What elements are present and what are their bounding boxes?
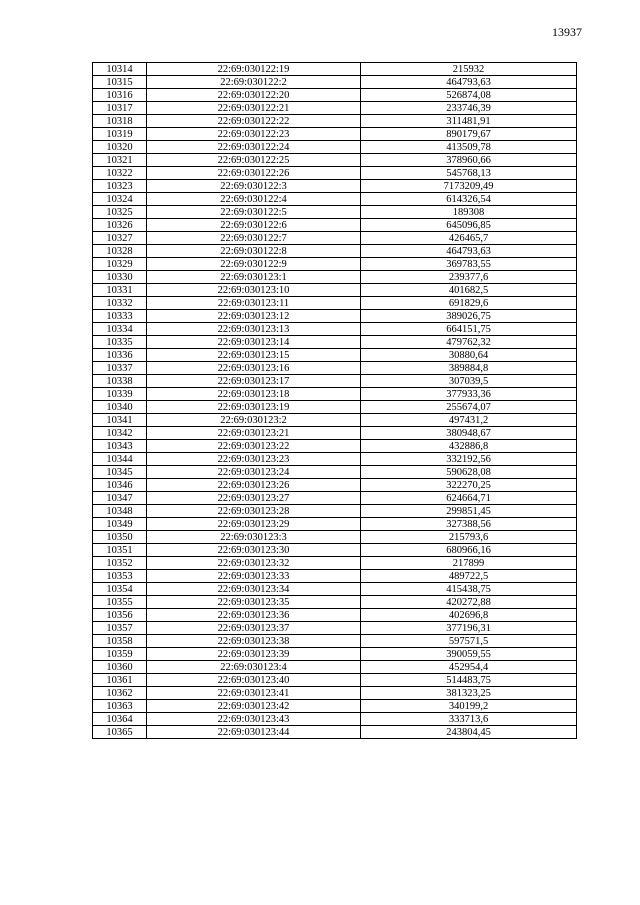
table-row (93, 206, 577, 219)
cadastral-number-cell: 22:69:030123:13 (147, 323, 361, 336)
cadastral-value-cell: 680966,16 (361, 544, 577, 557)
row-number-cell: 10355 (93, 596, 147, 609)
table-row (93, 401, 577, 414)
row-number-cell: 10338 (93, 375, 147, 388)
table-row (93, 271, 577, 284)
cadastral-number-cell: 22:69:030123:34 (147, 583, 361, 596)
cadastral-number-cell: 22:69:030123:11 (147, 297, 361, 310)
cadastral-number-cell: 22:69:030123:22 (147, 440, 361, 453)
cadastral-number-cell: 22:69:030123:29 (147, 518, 361, 531)
row-number-cell: 10322 (93, 167, 147, 180)
cadastral-number-cell: 22:69:030123:28 (147, 505, 361, 518)
row-number-cell: 10334 (93, 323, 147, 336)
table-row (93, 141, 577, 154)
table-row (93, 284, 577, 297)
table-row (93, 115, 577, 128)
cadastral-value-cell: 432886,8 (361, 440, 577, 453)
cadastral-number-cell: 22:69:030123:36 (147, 609, 361, 622)
table-row (93, 245, 577, 258)
cadastral-number-cell: 22:69:030123:40 (147, 674, 361, 687)
table-row (93, 700, 577, 713)
cadastral-number-cell: 22:69:030122:7 (147, 232, 361, 245)
cadastral-number-cell: 22:69:030123:43 (147, 713, 361, 726)
cadastral-number-cell: 22:69:030122:19 (147, 63, 361, 76)
row-number-cell: 10333 (93, 310, 147, 323)
cadastral-value-cell: 464793,63 (361, 245, 577, 258)
row-number-cell: 10318 (93, 115, 147, 128)
table-row (93, 349, 577, 362)
cadastral-value-cell: 378960,66 (361, 154, 577, 167)
row-number-cell: 10363 (93, 700, 147, 713)
row-number-cell: 10352 (93, 557, 147, 570)
table-row (93, 453, 577, 466)
cadastral-number-cell: 22:69:030123:17 (147, 375, 361, 388)
cadastral-value-cell: 377933,36 (361, 388, 577, 401)
row-number-cell: 10349 (93, 518, 147, 531)
table-row (93, 388, 577, 401)
cadastral-value-cell: 189308 (361, 206, 577, 219)
row-number-cell: 10341 (93, 414, 147, 427)
table-row (93, 583, 577, 596)
cadastral-number-cell: 22:69:030122:3 (147, 180, 361, 193)
row-number-cell: 10364 (93, 713, 147, 726)
cadastral-number-cell: 22:69:030123:2 (147, 414, 361, 427)
cadastral-value-cell: 307039,5 (361, 375, 577, 388)
table-row (93, 375, 577, 388)
cadastral-number-cell: 22:69:030122:8 (147, 245, 361, 258)
row-number-cell: 10331 (93, 284, 147, 297)
cadastral-value-cell: 645096,85 (361, 219, 577, 232)
cadastral-number-cell: 22:69:030123:30 (147, 544, 361, 557)
row-number-cell: 10346 (93, 479, 147, 492)
cadastral-value-cell: 239377,6 (361, 271, 577, 284)
table-row (93, 505, 577, 518)
row-number-cell: 10328 (93, 245, 147, 258)
cadastral-number-cell: 22:69:030122:26 (147, 167, 361, 180)
cadastral-value-cell: 614326,54 (361, 193, 577, 206)
row-number-cell: 10320 (93, 141, 147, 154)
row-number-cell: 10317 (93, 102, 147, 115)
row-number-cell: 10314 (93, 63, 147, 76)
cadastral-value-cell: 426465,7 (361, 232, 577, 245)
table-row (93, 661, 577, 674)
row-number-cell: 10357 (93, 622, 147, 635)
cadastral-value-cell: 7173209,49 (361, 180, 577, 193)
cadastral-value-cell: 381323,25 (361, 687, 577, 700)
table-row (93, 193, 577, 206)
table-row (93, 687, 577, 700)
cadastral-value-cell: 590628,08 (361, 466, 577, 479)
cadastral-value-cell: 489722,5 (361, 570, 577, 583)
cadastral-number-cell: 22:69:030123:42 (147, 700, 361, 713)
cadastral-number-cell: 22:69:030123:37 (147, 622, 361, 635)
cadastral-value-cell: 215932 (361, 63, 577, 76)
cadastral-value-cell: 390059,55 (361, 648, 577, 661)
table-row (93, 128, 577, 141)
cadastral-value-cell: 415438,75 (361, 583, 577, 596)
row-number-cell: 10330 (93, 271, 147, 284)
cadastral-value-cell: 215793,6 (361, 531, 577, 544)
cadastral-number-cell: 22:69:030123:12 (147, 310, 361, 323)
cadastral-number-cell: 22:69:030123:23 (147, 453, 361, 466)
row-number-cell: 10342 (93, 427, 147, 440)
table-row (93, 336, 577, 349)
table-row (93, 531, 577, 544)
row-number-cell: 10359 (93, 648, 147, 661)
cadastral-number-cell: 22:69:030122:4 (147, 193, 361, 206)
cadastral-number-cell: 22:69:030122:25 (147, 154, 361, 167)
cadastral-value-cell: 420272,88 (361, 596, 577, 609)
table-row (93, 427, 577, 440)
table-row (93, 544, 577, 557)
cadastral-number-cell: 22:69:030123:16 (147, 362, 361, 375)
table-row (93, 726, 577, 739)
row-number-cell: 10358 (93, 635, 147, 648)
row-number-cell: 10332 (93, 297, 147, 310)
cadastral-value-cell: 664151,75 (361, 323, 577, 336)
table-row (93, 622, 577, 635)
table-row (93, 219, 577, 232)
table-row (93, 232, 577, 245)
cadastral-number-cell: 22:69:030123:32 (147, 557, 361, 570)
row-number-cell: 10356 (93, 609, 147, 622)
cadastral-number-cell: 22:69:030123:4 (147, 661, 361, 674)
table-row (93, 102, 577, 115)
row-number-cell: 10361 (93, 674, 147, 687)
table-row (93, 323, 577, 336)
table-body (93, 63, 577, 739)
row-number-cell: 10339 (93, 388, 147, 401)
row-number-cell: 10353 (93, 570, 147, 583)
table-row (93, 258, 577, 271)
row-number-cell: 10315 (93, 76, 147, 89)
cadastral-value-cell: 340199,2 (361, 700, 577, 713)
cadastral-number-cell: 22:69:030123:21 (147, 427, 361, 440)
table-row (93, 167, 577, 180)
cadastral-number-cell: 22:69:030123:14 (147, 336, 361, 349)
row-number-cell: 10327 (93, 232, 147, 245)
cadastral-value-cell: 497431,2 (361, 414, 577, 427)
cadastral-number-cell: 22:69:030123:24 (147, 466, 361, 479)
cadastral-number-cell: 22:69:030123:33 (147, 570, 361, 583)
table-row (93, 180, 577, 193)
row-number-cell: 10335 (93, 336, 147, 349)
cadastral-value-cell: 377196,31 (361, 622, 577, 635)
cadastral-number-cell: 22:69:030123:18 (147, 388, 361, 401)
table-row (93, 635, 577, 648)
row-number-cell: 10345 (93, 466, 147, 479)
cadastral-number-cell: 22:69:030123:10 (147, 284, 361, 297)
row-number-cell: 10350 (93, 531, 147, 544)
cadastral-number-cell: 22:69:030122:5 (147, 206, 361, 219)
cadastral-value-cell: 413509,78 (361, 141, 577, 154)
row-number-cell: 10348 (93, 505, 147, 518)
row-number-cell: 10316 (93, 89, 147, 102)
cadastral-value-cell: 332192,56 (361, 453, 577, 466)
row-number-cell: 10321 (93, 154, 147, 167)
table-row (93, 479, 577, 492)
cadastral-value-cell: 30880,64 (361, 349, 577, 362)
cadastral-value-cell: 479762,32 (361, 336, 577, 349)
cadastral-value-cell: 464793,63 (361, 76, 577, 89)
cadastral-value-cell: 526874,08 (361, 89, 577, 102)
table-row (93, 440, 577, 453)
row-number-cell: 10362 (93, 687, 147, 700)
cadastral-number-cell: 22:69:030122:20 (147, 89, 361, 102)
row-number-cell: 10347 (93, 492, 147, 505)
cadastral-value-cell: 545768,13 (361, 167, 577, 180)
cadastral-value-cell: 452954,4 (361, 661, 577, 674)
table-row (93, 609, 577, 622)
cadastral-number-cell: 22:69:030122:24 (147, 141, 361, 154)
cadastral-value-cell: 389884,8 (361, 362, 577, 375)
table-row (93, 154, 577, 167)
cadastral-value-cell: 233746,39 (361, 102, 577, 115)
cadastral-value-cell: 514483,75 (361, 674, 577, 687)
cadastral-value-cell: 402696,8 (361, 609, 577, 622)
row-number-cell: 10326 (93, 219, 147, 232)
cadastral-number-cell: 22:69:030123:35 (147, 596, 361, 609)
table-row (93, 414, 577, 427)
table-row (93, 557, 577, 570)
cadastral-value-cell: 624664,71 (361, 492, 577, 505)
row-number-cell: 10337 (93, 362, 147, 375)
row-number-cell: 10343 (93, 440, 147, 453)
table-row (93, 596, 577, 609)
cadastral-number-cell: 22:69:030123:44 (147, 726, 361, 739)
row-number-cell: 10325 (93, 206, 147, 219)
cadastral-value-table (92, 62, 577, 739)
cadastral-value-cell: 243804,45 (361, 726, 577, 739)
cadastral-number-cell: 22:69:030123:41 (147, 687, 361, 700)
table-row (93, 63, 577, 76)
cadastral-value-cell: 401682,5 (361, 284, 577, 297)
cadastral-value-cell: 299851,45 (361, 505, 577, 518)
cadastral-number-cell: 22:69:030122:23 (147, 128, 361, 141)
table-row (93, 89, 577, 102)
row-number-cell: 10340 (93, 401, 147, 414)
cadastral-value-cell: 322270,25 (361, 479, 577, 492)
cadastral-number-cell: 22:69:030123:1 (147, 271, 361, 284)
cadastral-number-cell: 22:69:030122:2 (147, 76, 361, 89)
cadastral-number-cell: 22:69:030123:19 (147, 401, 361, 414)
cadastral-value-cell: 890179,67 (361, 128, 577, 141)
cadastral-value-cell: 333713,6 (361, 713, 577, 726)
row-number-cell: 10354 (93, 583, 147, 596)
row-number-cell: 10319 (93, 128, 147, 141)
table-row (93, 648, 577, 661)
row-number-cell: 10323 (93, 180, 147, 193)
table-row (93, 76, 577, 89)
page-number: 13937 (552, 25, 582, 39)
cadastral-number-cell: 22:69:030123:26 (147, 479, 361, 492)
cadastral-number-cell: 22:69:030123:38 (147, 635, 361, 648)
row-number-cell: 10329 (93, 258, 147, 271)
table-row (93, 297, 577, 310)
cadastral-number-cell: 22:69:030122:21 (147, 102, 361, 115)
cadastral-number-cell: 22:69:030123:27 (147, 492, 361, 505)
table-row (93, 492, 577, 505)
cadastral-value-cell: 691829,6 (361, 297, 577, 310)
table-row (93, 466, 577, 479)
cadastral-number-cell: 22:69:030122:22 (147, 115, 361, 128)
table-row (93, 713, 577, 726)
row-number-cell: 10365 (93, 726, 147, 739)
cadastral-number-cell: 22:69:030122:9 (147, 258, 361, 271)
row-number-cell: 10344 (93, 453, 147, 466)
row-number-cell: 10360 (93, 661, 147, 674)
cadastral-number-cell: 22:69:030122:6 (147, 219, 361, 232)
table-row (93, 518, 577, 531)
row-number-cell: 10336 (93, 349, 147, 362)
row-number-cell: 10324 (93, 193, 147, 206)
cadastral-value-cell: 255674,07 (361, 401, 577, 414)
cadastral-value-cell: 327388,56 (361, 518, 577, 531)
cadastral-value-cell: 597571,5 (361, 635, 577, 648)
cadastral-number-cell: 22:69:030123:39 (147, 648, 361, 661)
cadastral-value-cell: 389026,75 (361, 310, 577, 323)
row-number-cell: 10351 (93, 544, 147, 557)
cadastral-number-cell: 22:69:030123:15 (147, 349, 361, 362)
cadastral-value-cell: 380948,67 (361, 427, 577, 440)
table-row (93, 674, 577, 687)
table-row (93, 362, 577, 375)
cadastral-number-cell: 22:69:030123:3 (147, 531, 361, 544)
cadastral-value-cell: 217899 (361, 557, 577, 570)
table-row (93, 310, 577, 323)
cadastral-value-cell: 311481,91 (361, 115, 577, 128)
cadastral-value-cell: 369783,55 (361, 258, 577, 271)
table-row (93, 570, 577, 583)
